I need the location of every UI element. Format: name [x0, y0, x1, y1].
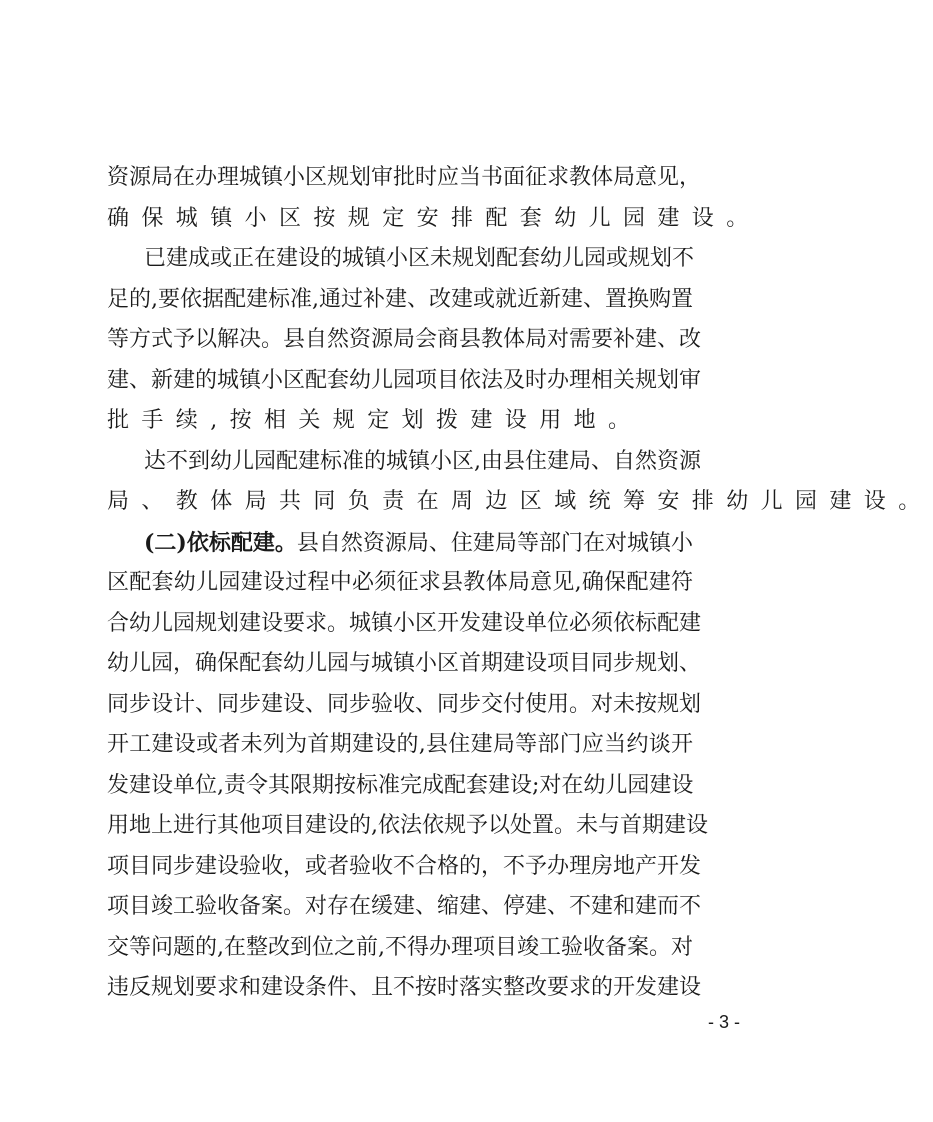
text-line: 合幼儿园规划建设要求。城镇小区开发建设单位必须依标配建	[107, 610, 702, 636]
text-line: 开工建设或者未列为首期建设的,县住建局等部门应当约谈开	[107, 732, 693, 757]
text-line: 交等问题的,在整改到位之前,不得办理项目竣工验收备案。对	[107, 934, 693, 960]
text-line: 违反规划要求和建设条件、且不按时落实整改要求的开发建设	[107, 975, 702, 1000]
section-heading: (二)依标配建。	[144, 529, 297, 556]
text-line: 达不到幼儿园配建标准的城镇小区,由县住建局、自然资源	[144, 448, 701, 474]
page-number: - 3 -	[708, 1012, 741, 1032]
text-line: 资源局在办理城镇小区规划审批时应当书面征求教体局意见，	[107, 165, 702, 190]
text-line: 同步设计、同步建设、同步验收、同步交付使用。对未按规划	[107, 691, 702, 717]
paragraph	[107, 158, 761, 239]
text-line: 幼儿园，确保配套幼儿园与城镇小区首期建设项目同步规划、	[107, 651, 702, 676]
paragraph	[107, 442, 933, 523]
text-line: 确保城镇小区按规定安排配套幼儿园建设。	[107, 205, 761, 231]
paragraph	[107, 239, 702, 442]
text-line: 发建设单位,责令其限期按标准完成配套建设;对在幼儿园建设	[107, 772, 694, 798]
text-line: 区配套幼儿园建设过程中必须征求县教体局意见,确保配建符	[107, 570, 693, 595]
text-line: 项目同步建设验收，或者验收不合格的，不予办理房地产开发	[107, 853, 702, 879]
text-line: 等方式予以解决。县自然资源局会商县教体局对需要补建、改	[107, 327, 702, 352]
document-body	[107, 158, 933, 1009]
text-line: 足的,要依据配建标准,通过补建、改建或就近新建、置换购置	[107, 286, 693, 312]
text-line: 项目竣工验收备案。对存在缓建、缩建、停建、不建和建而不	[107, 894, 702, 919]
text-line	[144, 523, 693, 564]
text-line: 用地上进行其他项目建设的,依法依规予以处置。未与首期建设	[107, 813, 708, 838]
text-line: 已建成或正在建设的城镇小区未规划配套幼儿园或规划不	[144, 246, 695, 271]
paragraph	[107, 523, 708, 1009]
text-line: 局、教体局共同负责在周边区域统筹安排幼儿园建设。	[107, 489, 933, 514]
text-line: 建、新建的城镇小区配套幼儿园项目依法及时办理相关规划审	[107, 367, 702, 393]
line-text: 县自然资源局、住建局等部门在对城镇小	[296, 530, 693, 556]
text-line: 批手续,按相关规定划拨建设用地。	[107, 408, 643, 433]
